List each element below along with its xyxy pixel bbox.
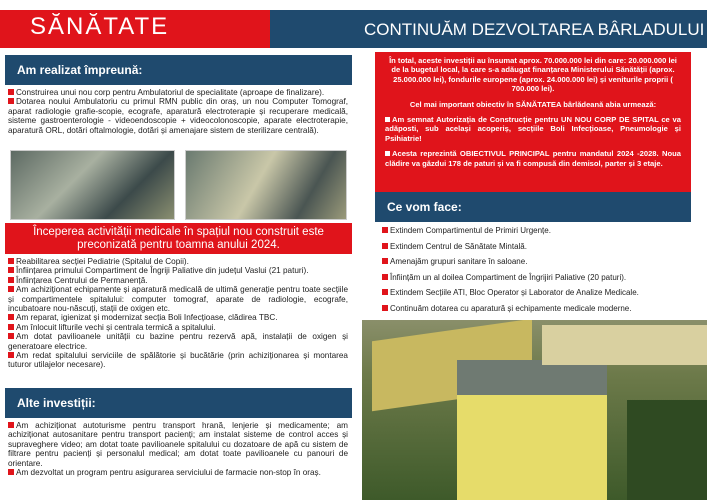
- list-item: [8, 285, 348, 313]
- bullet-icon: [8, 277, 14, 283]
- summary-point: [385, 115, 681, 143]
- item-text: Am dotat pavilioanele unității cu bazine pentru rezervă apă, instalații de oxigen și generatoare electrice.: [8, 332, 348, 351]
- item-text: Am achiziționat echipamente și aparatură medicală de ultimă generație pentru toate secțiile și compartimentele spitalului: computer tomograf, aparate de radiologie, ecografe, incubatoare nou-născuți, stații de oxigen etc.: [8, 285, 348, 314]
- photo-hospital-aerial: [362, 320, 707, 500]
- item-text: Am semnat Autorizația de Construcție pentru UN NOU CORP DE SPITAL ce va adăposti, sub același acoperiș, secțiile Boli Infecțioase, Pneumologie și Psihiatrie!: [385, 115, 681, 143]
- bullet-icon: [8, 286, 14, 292]
- item-text: Extindem Secțiile ATI, Bloc Operator și Laborator de Analize Medicale.: [390, 288, 639, 297]
- list-item: [8, 276, 348, 285]
- list-item: [8, 351, 348, 370]
- list-item: [8, 332, 348, 351]
- bullet-icon: [8, 314, 14, 320]
- other-list: [8, 421, 348, 477]
- bullet-icon: [382, 305, 388, 311]
- list-item: [382, 273, 639, 289]
- item-text: Am dezvoltat un program pentru asigurarea serviciului de farmacie non-stop în oraș.: [16, 468, 321, 478]
- plans-list: [382, 226, 639, 319]
- list-item: [8, 323, 348, 332]
- item-text: Extindem Compartimentul de Primiri Urgențe.: [390, 226, 551, 235]
- bullet-icon: [382, 243, 388, 249]
- list-item: [8, 88, 348, 97]
- bullet-icon: [8, 352, 14, 358]
- page-subtitle: CONTINUĂM DEZVOLTAREA BÂRLADULUI: [364, 20, 705, 39]
- bullet-icon: [385, 151, 390, 156]
- page-title: SĂNĂTATE: [30, 13, 170, 40]
- photo-medical-room-1: [10, 150, 175, 220]
- item-text: Înființăm un al doilea Compartiment de Îngrijiri Paliative (20 paturi).: [390, 272, 627, 282]
- photo-medical-room-2: [185, 150, 347, 220]
- summary-box: [375, 52, 691, 192]
- item-text: Acesta reprezintă OBIECTIVUL PRINCIPAL pentru mandatul 2024 -2028. Noua clădire va găzdui 178 de paturi și va fi compusă din demisol, parter și 3 etaje.: [385, 149, 681, 168]
- more-items-list: [8, 257, 348, 370]
- bullet-icon: [8, 469, 14, 475]
- item-text: Înființarea primului Compartiment de Îngriji Paliative din județul Vaslui (21 paturi).: [16, 266, 309, 276]
- list-item: [8, 313, 348, 322]
- bullet-icon: [8, 258, 14, 264]
- item-text: Am achiziționat autoturisme pentru transport hrană, lenjerie și medicamente; am achiziționat autosanitare pentru transport pacienți; am instalat sisteme de control acces și supraveghere video; am dotat toate pavilioanele spitalului cu dozatoare de apă cu sistem de filtrare pentru pacienți și personalul medical; am dotat toate pavilioanele cu panouri de orientare.: [8, 421, 348, 468]
- bullet-icon: [8, 267, 14, 273]
- summary-point: [385, 149, 681, 168]
- section-heading-plans: Ce vom face:: [375, 192, 691, 222]
- list-item: [8, 468, 348, 477]
- item-text: Reabilitarea secției Pediatrie (Spitalul de Copii).: [16, 257, 189, 266]
- summary-total: În total, aceste investiții au însumat aprox. 70.000.000 lei din care: 20.000.000 lei de la bugetul local, la care s-a adăugat finanțarea Ministerului Sănătății (aprox. 25.000.000 lei), fondurile europene (aprox. 24.000.000 lei) și veniturile proprii ( 700.000 lei).: [389, 56, 677, 94]
- bullet-icon: [8, 98, 14, 104]
- bullet-icon: [382, 258, 388, 264]
- list-item: [8, 257, 348, 266]
- item-text: Dotarea noului Ambulatoriu cu primul RMN public din oraș, un nou Computer Tomograf, aparat radiologie grafie-scopie, ecografe, aparatură electroterapie și recuperare medicală, sisteme gastroenterologie - videoendoscopie + videocolonoscopie, aparate electroterapie, aparatură ORL, dotări oftalmologie, dotări și amenajare sistem de sterilizare centrală).: [8, 97, 348, 135]
- item-text: Am înlocuit lifturile vechi și centrala termică a spitalului.: [16, 322, 216, 332]
- list-item: [382, 226, 639, 242]
- realized-list: [8, 88, 348, 135]
- item-text: Amenajăm grupuri sanitare în saloane.: [390, 257, 528, 266]
- list-item: [8, 266, 348, 275]
- list-item: [382, 288, 639, 304]
- summary-important: Cel mai important obiectiv în SĂNĂTATEA bârlădeană abia urmează:: [409, 99, 657, 109]
- item-text: Construirea unui nou corp pentru Ambulatoriul de specialitate (aproape de finalizare).: [16, 88, 325, 97]
- announcement-banner: Începerea activității medicale în spațiul nou construit este preconizată pentru toamna anului 2024.: [5, 223, 352, 254]
- bullet-icon: [382, 289, 388, 295]
- item-text: Continuăm dotarea cu aparatură și echipamente medicale moderne.: [390, 303, 632, 313]
- item-text: Am reparat, igienizat și modernizat secția Boli Infecțioase, clădirea TBC.: [16, 313, 278, 323]
- bullet-icon: [8, 324, 14, 330]
- list-item: [8, 97, 348, 135]
- item-text: Extindem Centrul de Sănătate Mintală.: [390, 241, 527, 251]
- bullet-icon: [382, 227, 388, 233]
- list-item: [8, 421, 348, 468]
- list-item: [382, 242, 639, 258]
- list-item: [382, 304, 639, 320]
- section-heading-other: Alte investiții:: [5, 388, 352, 418]
- bullet-icon: [8, 89, 14, 95]
- bullet-icon: [8, 333, 14, 339]
- bullet-icon: [385, 117, 390, 122]
- list-item: [382, 257, 639, 273]
- bullet-icon: [382, 274, 388, 280]
- item-text: Înființarea Centrului de Permanență.: [16, 275, 148, 285]
- section-heading-realized: Am realizat împreună:: [5, 55, 352, 85]
- bullet-icon: [8, 422, 14, 428]
- item-text: Am redat spitalului serviciile de spălătorie și bucătărie (prin achiziționarea și montarea tuturor utilajelor necesare).: [8, 351, 348, 370]
